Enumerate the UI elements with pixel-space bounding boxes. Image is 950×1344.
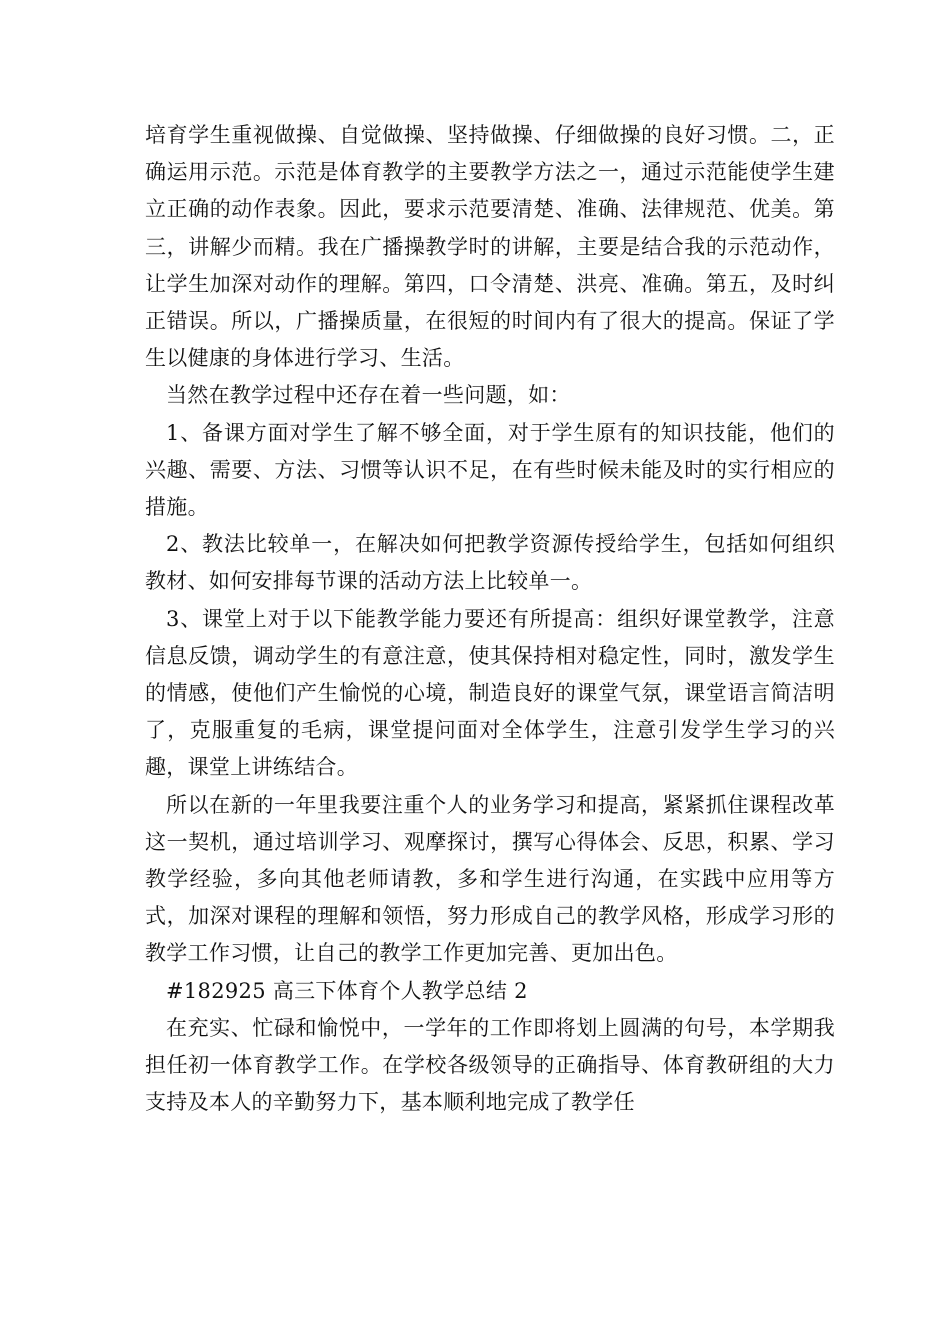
paragraph-exercise-habits: 培育学生重视做操、自觉做操、坚持做操、仔细做操的良好习惯。二，正确运用示范。示范是体育教学的主要教学方法之一，通过示范能使学生建立正确的动作表象。因此，要求示范要清楚、准确、法律规范、优美。第三，讲解少而精。我在广播操教学时的讲解，主要是结合我的示范动作，让学生加深对动作的理解。第四，口令清楚、洪亮、准确。第五，及时纠正错误。所以，广播操质量，在很短的时间内有了很大的提高。保证了学生以健康的身体进行学习、生活。: [145, 123, 835, 371]
section-heading: #182925 高三下体育个人教学总结 2: [166, 978, 528, 1003]
paragraph-new-year-plan: 所以在新的一年里我要注重个人的业务学习和提高，紧紧抓住课程改革这一契机，通过培训学习、观摩探讨，撰写心得体会、反思，积累、学习教学经验，多向其他老师请教，多和学生进行沟通，在实践中应用等方式，加深对课程的理解和领悟，努力形成自己的教学风格，形成学习形的教学工作习惯，让自己的教学工作更加完善、更加出色。: [145, 792, 835, 966]
paragraph-problems-intro: 当然在教学过程中还存在着一些问题，如：: [166, 383, 571, 408]
document-page: [145, 117, 835, 1121]
paragraph-problem-1: 1、备课方面对学生了解不够全面，对于学生原有的知识技能，他们的兴趣、需要、方法、习惯等认识不足，在有些时候未能及时的实行相应的措施。: [145, 420, 835, 520]
paragraph-summary-2-intro: 在充实、忙碌和愉悦中，一学年的工作即将划上圆满的句号，本学期我担任初一体育教学工作。在学校各级领导的正确指导、体育教研组的大力支持及本人的辛勤努力下，基本顺利地完成了教学任: [145, 1015, 835, 1115]
paragraph-problem-2: 2、教法比较单一，在解决如何把教学资源传授给学生，包括如何组织教材、如何安排每节课的活动方法上比较单一。: [145, 532, 835, 594]
paragraph-problem-3: 3、课堂上对于以下能教学能力要还有所提高：组织好课堂教学，注意信息反馈，调动学生的有意注意，使其保持相对稳定性，同时，激发学生的情感，使他们产生愉悦的心境，制造良好的课堂气氛，课堂语言简洁明了，克服重复的毛病，课堂提问面对全体学生，注意引发学生学习的兴趣，课堂上讲练结合。: [145, 606, 835, 780]
